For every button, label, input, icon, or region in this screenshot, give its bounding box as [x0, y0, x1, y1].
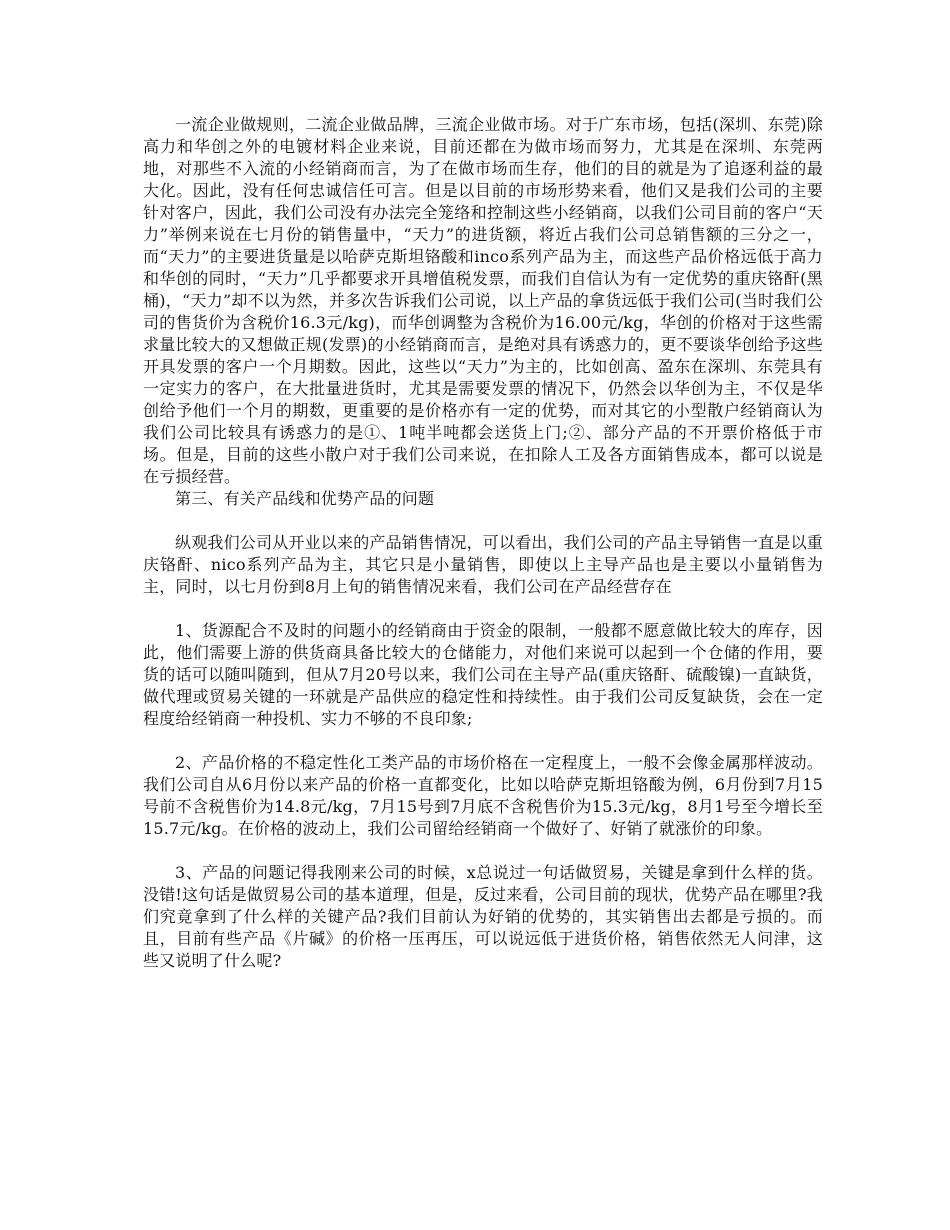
- paragraph-sales-overview: 纵观我们公司从开业以来的产品销售情况，可以看出，我们公司的产品主导销售一直是以重庆铬酐、nico系列产品为主，其它只是小量销售，即使以上主导产品也是主要以小量销售为主，同时，以七月份到8月上旬的销售情况来看，我们公司在产品经营存在: [143, 533, 824, 596]
- paragraph-market-analysis: 一流企业做规则，二流企业做品牌，三流企业做市场。对于广东市场，包括(深圳、东莞)除高力和华创之外的电镀材料企业来说，目前还都在为做市场而努力，尤其是在深圳、东莞两地，对那些不入流的小经销商而言，为了在做市场而生存，他们的目的就是为了追逐利益的最大化。因此，没有任何忠诚信任可言。但是以目前的市场形势来看，他们又是我们公司的主要针对客户，因此，我们公司没有办法完全笼络和控制这些小经销商，以我们公司目前的客户“天力”举例来说在七月份的销售量中，“天力”的进货额，将近占我们公司总销售额的三分之一，而“天力”的主要进货量是以哈萨克斯坦铬酸和inco系列产品为主，而这些产品价格远低于高力和华创的同时，“天力”几乎都要求开具增值税发票，而我们自信认为有一定优势的重庆铬酐(黑桶)，“天力”却不以为然，并多次告诉我们公司说，以上产品的拿货远低于我们公司(当时我们公司的售货价为含税价16.3元/kg)，而华创调整为含税价为16.00元/kg，华创的价格对于这些需求量比较大的又想做正规(发票)的小经销商而言，是绝对具有诱惑力的，更不要谈华创给予这些开具发票的客户一个月期数。因此，这些以“天力”为主的，比如创高、盈东在深圳、东莞具有一定实力的客户，在大批量进货时，尤其是需要发票的情况下，仍然会以华创为主，不仅是华创给予他们一个月的期数，更重要的是价格亦有一定的优势，而对其它的小型散户经销商认为我们公司比较具有诱惑力的是①、1吨半吨都会送货上门;②、部分产品的不开票价格低于市场。但是，目前的这些小散户对于我们公司来说，在扣除人工及各方面销售成本，都可以说是在亏损经营。: [143, 115, 823, 486]
- paragraph-supply-issue: 1、货源配合不及时的问题小的经销商由于资金的限制，一般都不愿意做比较大的库存，因此，他们需要上游的供货商具备比较大的仓储能力，对他们来说可以起到一个仓储的作用，要货的话可以随叫随到，但从7月20号以来，我们公司在主导产品(重庆铬酐、硫酸镍)一直缺货，做代理或贸易关键的一环就是产品供应的稳定性和持续性。由于我们公司反复缺货，会在一定程度给经销商一种投机、实力不够的不良印象;: [143, 621, 823, 728]
- paragraph-product-issue: 3、产品的问题记得我刚来公司的时候，x总说过一句话做贸易，关键是拿到什么样的货。没错!这句话是做贸易公司的基本道理，但是，反过来看，公司目前的现状，优势产品在哪里?我们究竟拿到了什么样的关键产品?我们目前认为好销的优势的，其实销售出去都是亏损的。而且，目前有些产品《片碱》的价格一压再压，可以说远低于进货价格，销售依然无人问津，这些又说明了什么呢?: [143, 863, 823, 970]
- paragraph-price-instability: 2、产品价格的不稳定性化工类产品的市场价格在一定程度上，一般不会像金属那样波动。我们公司自从6月份以来产品的价格一直都变化，比如以哈萨克斯坦铬酸为例，6月份到7月15号前不含税售价为14.8元/kg，7月15号到7月底不含税售价为15.3元/kg，8月1号至今增长至15.7元/kg。在价格的波动上，我们公司留给经销商一个做好了、好销了就涨价的印象。: [143, 753, 823, 838]
- section-heading-product-line: 第三、有关产品线和优势产品的问题: [175, 489, 435, 508]
- document-page: [143, 114, 823, 972]
